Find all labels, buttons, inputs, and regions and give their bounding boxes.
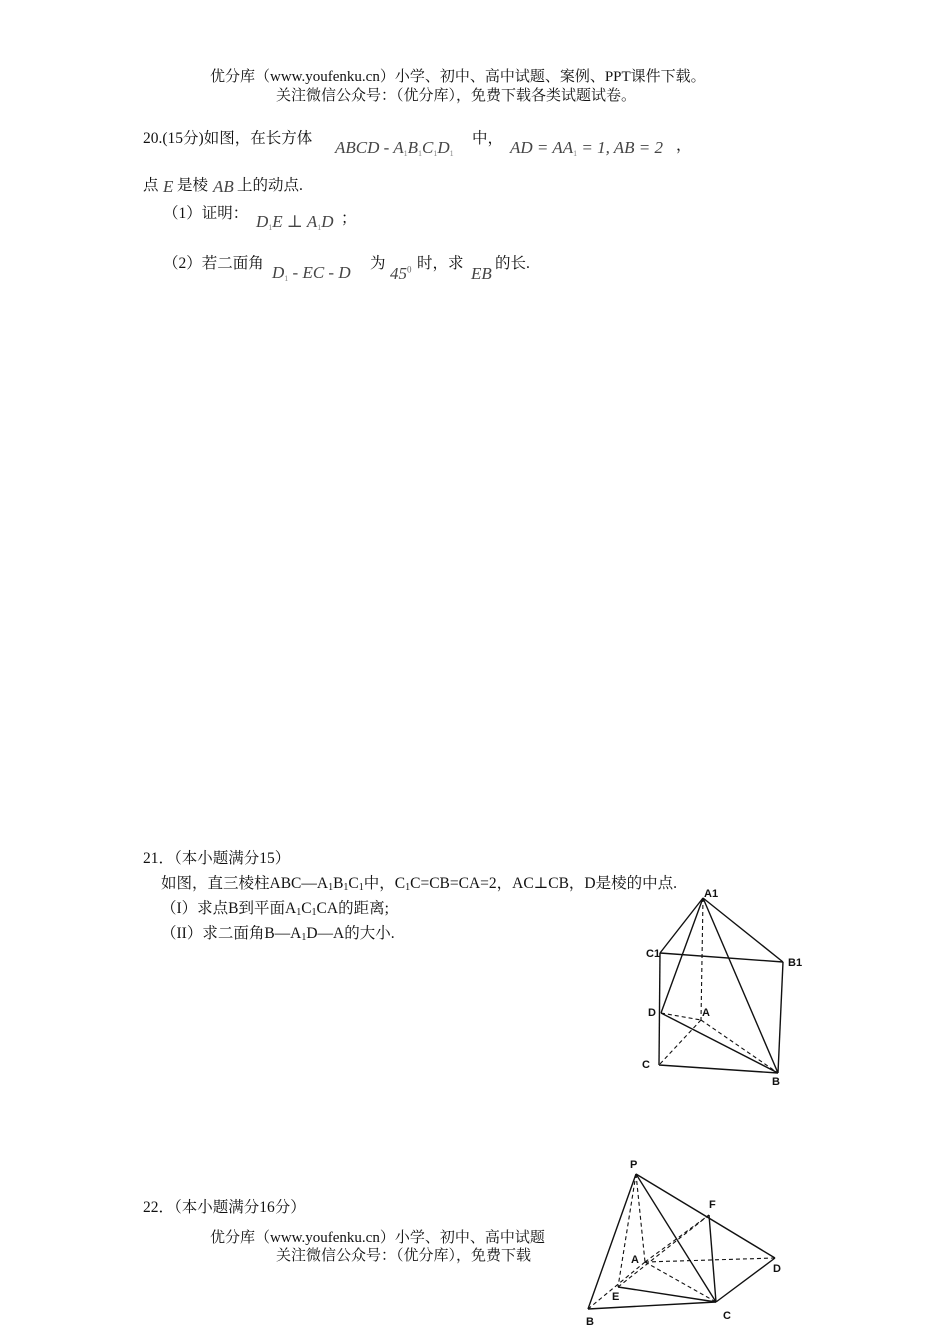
- q20-part2-label: （2）若二面角: [163, 255, 264, 272]
- q21-title: 21．（本小题满分15）: [143, 850, 291, 867]
- label-A1: A1: [704, 888, 719, 900]
- q21-stem: 如图，直三棱柱$ABC—A_1B_1C_1$中，$C_1C=CB=CA=2$，AC⊥CB，D是棱的中点.: [161, 875, 677, 893]
- q20-part2-deg: $45^0$: [390, 264, 412, 283]
- label-B: B: [586, 1316, 594, 1328]
- q20-part2-wei: 为: [370, 255, 386, 272]
- q20-zhong: 中，: [472, 130, 504, 147]
- footer-line-1: 优分库（www.youfenku.cn）小学、初中、高中试题: [210, 1230, 545, 1246]
- label-A: A: [631, 1254, 639, 1266]
- q20-given: AD = $AA_1 = 1$, AB = 2: [510, 138, 664, 158]
- label-B1: B1: [788, 957, 803, 969]
- q20-part2-end: 的长.: [495, 255, 530, 272]
- q20-line2-b: 是棱: [177, 177, 209, 194]
- q20-edge-AB: AB: [213, 177, 234, 196]
- q21-part2: （II）求二面角$B—A_1D—A$的大小.: [161, 925, 395, 943]
- label-B: B: [772, 1076, 780, 1088]
- label-C1: C1: [646, 948, 661, 960]
- q20-part2-EB: EB: [471, 264, 492, 283]
- header-line-1: 优分库（www.youfenku.cn）小学、初中、高中试题、案例、PPT课件下载。: [210, 69, 706, 85]
- label-F: F: [709, 1199, 716, 1211]
- q20-solid: ABCD - $A_1B_1C_1D_1$: [335, 138, 454, 158]
- q20-line2-a: 点: [143, 177, 159, 194]
- label-E: E: [612, 1291, 620, 1303]
- label-D: D: [648, 1007, 656, 1019]
- header-line-2: 关注微信公众号：（优分库），免费下载各类试题试卷。: [276, 88, 637, 104]
- q20-line2-c: 上的动点.: [237, 177, 303, 194]
- q20-part2-mid: 时，求: [417, 255, 464, 272]
- label-D: D: [773, 1263, 781, 1275]
- q20-point-E: E: [163, 177, 174, 196]
- q20-prefix: 20.(15分)如图，在长方体: [143, 130, 313, 147]
- label-C: C: [642, 1059, 650, 1071]
- q20-part1-label: （1）证明：: [163, 205, 249, 222]
- pyramid-solid-edges: [588, 1174, 775, 1309]
- q22-title: 22．（本小题满分16分）: [143, 1199, 306, 1216]
- q21-part1: （I）求点B到平面$A_1C_1CA$的距离;: [161, 900, 389, 918]
- q20-comma: ，: [676, 137, 692, 154]
- q20-part1-expr: $D_1E$ ⊥ $A_1D$: [256, 212, 334, 232]
- label-C: C: [723, 1310, 731, 1322]
- label-A: A: [702, 1007, 710, 1019]
- footer-line-2: 关注微信公众号：（优分库），免费下载: [276, 1248, 532, 1264]
- q20-part2-angle: $D_1$ - EC - D: [272, 263, 351, 283]
- label-P: P: [630, 1159, 638, 1171]
- q20-part1-end: ；: [341, 210, 357, 227]
